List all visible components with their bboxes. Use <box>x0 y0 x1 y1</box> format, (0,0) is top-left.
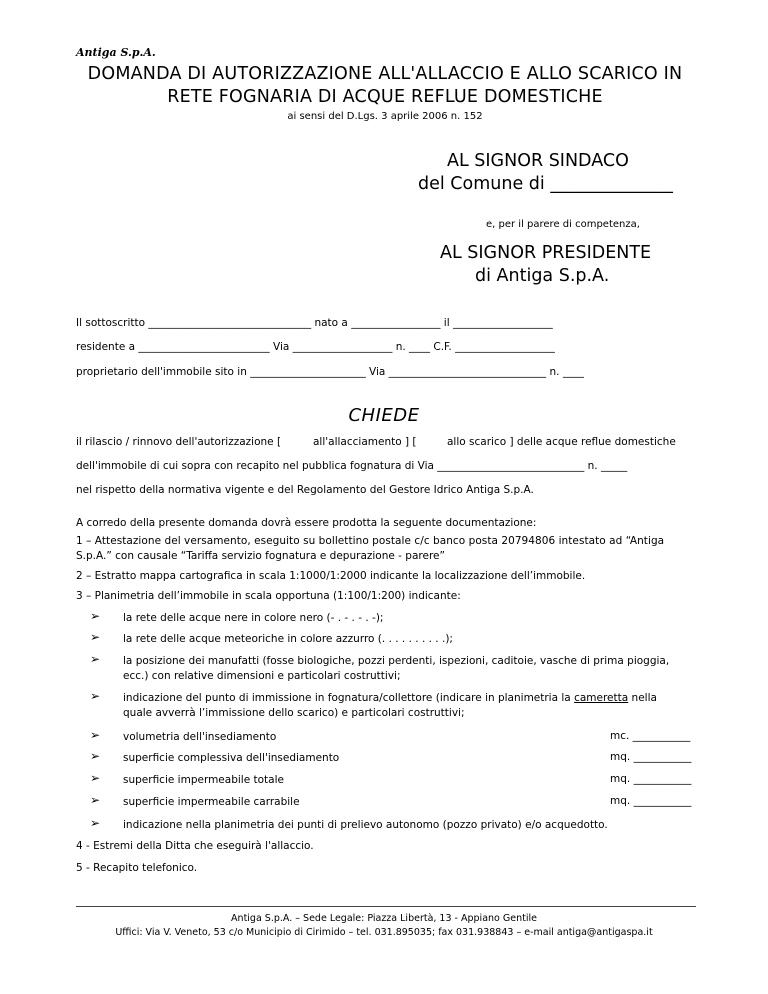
document-title-line2: RETE FOGNARIA DI ACQUE REFLUE DOMESTICHE <box>167 87 603 107</box>
doc-bullet-manufatti-line2: ecc.) con relative dimensioni e particolari costruttivi; <box>123 670 401 682</box>
doc-item3: 3 – Planimetria dell’immobile in scala opportuna (1:100/1:200) indicante: <box>76 590 461 602</box>
law-reference: ai sensi del D.Lgs. 3 aprile 2006 n. 152 <box>287 111 483 122</box>
doc-item4: 4 - Estremi della Ditta che eseguirà l'allaccio. <box>76 840 314 852</box>
doc-bullet-acque-nere: la rete delle acque nere in colore nero (- . - . - . -); <box>123 612 384 624</box>
doc-bullet-immissione-line1: indicazione del punto di immissione in fognatura/collettore (indicare in planimetria la cameretta nella <box>123 692 657 704</box>
arrow-bullet-icon: ➢ <box>90 609 101 623</box>
volumetria-field[interactable]: mc. ___________ <box>610 730 691 742</box>
doc-bullet-superficie-carrabile: superficie impermeabile carrabile <box>123 796 300 808</box>
footer-sede-legale: Antiga S.p.A. – Sede Legale: Piazza Libertà, 13 - Appiano Gentile <box>231 913 537 924</box>
form-line-residenza[interactable]: residente a _________________________ Via ___________________ n. ____ C.F. ___________________ <box>76 341 555 353</box>
doc-bullet-superficie-complessiva: superficie complessiva dell'insediamento <box>123 752 340 764</box>
doc-item5: 5 - Recapito telefonico. <box>76 862 198 874</box>
doc-bullet-superficie-impermeabile-totale: superficie impermeabile totale <box>123 774 284 786</box>
request-line-normativa: nel rispetto della normativa vigente e del Regolamento del Gestore Idrico Antiga S.p.A. <box>76 484 534 496</box>
document-title-line1: DOMANDA DI AUTORIZZAZIONE ALL'ALLACCIO E ALLO SCARICO IN <box>87 64 683 84</box>
addressee-antiga: di Antiga S.p.A. <box>475 266 610 286</box>
parere-note: e, per il parere di competenza, <box>486 219 640 230</box>
arrow-bullet-icon: ➢ <box>90 689 101 703</box>
doc-item2: 2 – Estratto mappa cartografica in scala 1:1000/1:2000 indicante la localizzazione dell’immobile. <box>76 570 586 582</box>
doc-item1-line1: 1 – Attestazione del versamento, eseguito su bollettino postale c/c banco posta 20794806 intestato ad “Antiga <box>76 535 665 547</box>
doc-bullet-immissione-line2: quale avverrà l’immissione dello scarico) e particolari costruttivi; <box>123 707 465 719</box>
addressee-comune: del Comune di ______________ <box>418 174 673 194</box>
doc-bullet-manufatti-line1: la posizione dei manufatti (fosse biologiche, pozzi perdenti, ispezioni, caditoie, vasche di prima pioggia, <box>123 655 670 667</box>
addressee-presidente: AL SIGNOR PRESIDENTE <box>440 243 652 263</box>
arrow-bullet-icon: ➢ <box>90 771 101 785</box>
superficie-carrabile-field[interactable]: mq. ___________ <box>610 795 692 807</box>
footer-uffici: Uffici: Via V. Veneto, 53 c/o Municipio di Cirimido – tel. 031.895035; fax 031.938843 – e-mail antiga@antigaspa.it <box>115 927 653 938</box>
doc-bullet-prelievo: indicazione nella planimetria dei punti di prelievo autonomo (pozzo privato) e/o acquedotto. <box>123 819 608 831</box>
chiede-heading: CHIEDE <box>348 405 420 426</box>
cameretta-underlined: cameretta <box>574 692 629 704</box>
documentation-intro: A corredo della presente domanda dovrà essere prodotta la seguente documentazione: <box>76 517 537 529</box>
form-line-immobile[interactable]: proprietario dell'immobile sito in ______________________ Via ______________________________ n. ____ <box>76 366 584 378</box>
superficie-impermeabile-totale-field[interactable]: mq. ___________ <box>610 773 692 785</box>
form-line-sottoscritto[interactable]: Il sottoscritto _______________________________ nato a _________________ il ___________________ <box>76 317 553 329</box>
arrow-bullet-icon: ➢ <box>90 728 101 742</box>
footer-divider <box>76 906 696 907</box>
arrow-bullet-icon: ➢ <box>90 630 101 644</box>
request-line-recapito[interactable]: dell'immobile di cui sopra con recapito nel pubblica fognatura di Via ____________________________ n. _____ <box>76 460 628 472</box>
arrow-bullet-icon: ➢ <box>90 793 101 807</box>
arrow-bullet-icon: ➢ <box>90 816 101 830</box>
request-option-scarico[interactable]: allo scarico ] delle acque reflue domestiche <box>447 436 676 448</box>
superficie-complessiva-field[interactable]: mq. ___________ <box>610 751 692 763</box>
arrow-bullet-icon: ➢ <box>90 749 101 763</box>
doc-item1-line2: S.p.A.” con causale “Tariffa servizio fognatura e depurazione - parere” <box>76 550 445 562</box>
addressee-sindaco: AL SIGNOR SINDACO <box>447 151 629 171</box>
doc-bullet-volumetria: volumetria dell'insediamento <box>123 731 277 743</box>
arrow-bullet-icon: ➢ <box>90 652 101 666</box>
company-name: Antiga S.p.A. <box>76 46 156 59</box>
doc-bullet-acque-meteoriche: la rete delle acque meteoriche in colore azzurro (. . . . . . . . . .); <box>123 633 453 645</box>
request-text-part1: il rilascio / rinnovo dell'autorizzazione [ <box>76 436 282 448</box>
request-option-allacciamento[interactable]: all'allacciamento ] [ <box>313 436 417 448</box>
